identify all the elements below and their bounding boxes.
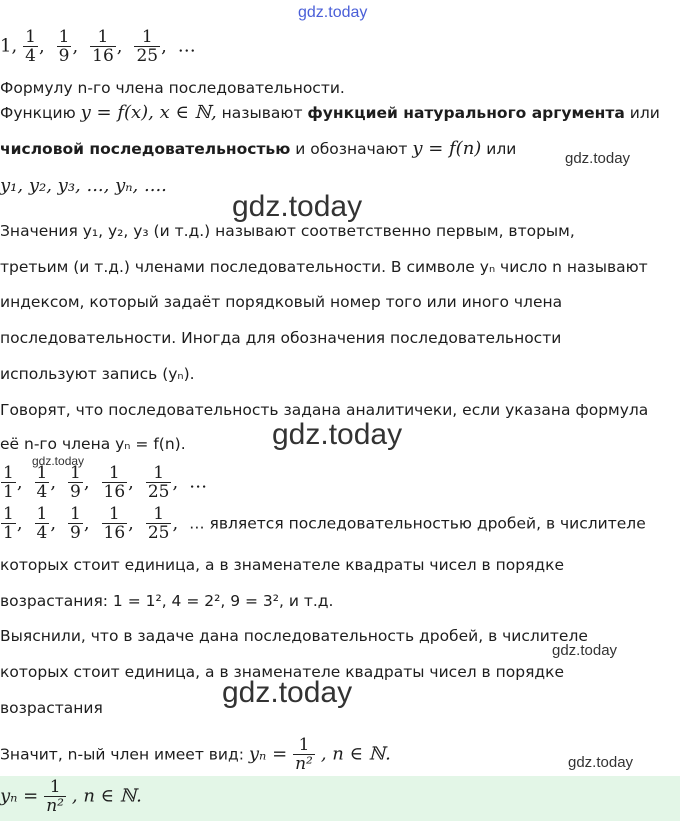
conclusion-fraction: $\frac{1}{\text{n²}}$ — [295, 735, 313, 774]
seq1-fraction: $\frac{1}{25}$ — [136, 27, 159, 66]
paragraph-3-line-1: которых стоит единица, а в знаменателе квадраты чисел в порядке — [0, 556, 565, 574]
paragraph-1-line-1: Значения y₁, y₂, y₃ (и т.д.) называют соответственно первым, вторым, — [0, 222, 575, 240]
seq2b-fraction: $\frac{1}{1}$ — [3, 504, 14, 543]
formula-heading: Формулу n-го члена последовательности. — [0, 79, 345, 97]
numeric-sequence-line: числовой последовательностью и обозначают y = f(n) или — [0, 138, 517, 159]
watermark-large-3: gdz.today — [222, 676, 353, 709]
paragraph-4-line-2: которых стоит единица, а в знаменателе квадраты чисел в порядке — [0, 663, 565, 681]
terms-notation: y₁, y₂, y₃, ..., yₙ, .... — [0, 175, 167, 196]
paragraph-1-line-2: третьим (и т.д.) членами последовательности. В символе yₙ число n называют — [0, 258, 648, 276]
paragraph-1-line-3: индексом, который задаёт порядковый номер того или иного члена — [0, 293, 563, 311]
seq2-description: … является последовательностью дробей, в числителе — [189, 514, 646, 533]
function-definition-line: Функцию y = f(x), x ∈ ℕ, называют функцией натурального аргумента или — [0, 102, 660, 123]
seq1-fraction: $\frac{1}{4}$ — [25, 27, 36, 66]
seq2-fraction: $\frac{1}{25}$ — [147, 463, 170, 502]
seq1-lead: 1, — [0, 35, 18, 57]
watermark-small-3: gdz.today — [568, 754, 634, 771]
seq2b-fraction: $\frac{1}{16}$ — [103, 504, 126, 543]
seq2b-fraction: $\frac{1}{25}$ — [147, 504, 170, 543]
seq1-fraction: $\frac{1}{9}$ — [58, 27, 70, 66]
watermark-tiny: gdz.today — [32, 454, 85, 468]
paragraph-2-line-1: Говорят, что последовательность задана аналитичеки, если указана формула — [0, 401, 649, 419]
seq2b-fraction: $\frac{1}{4}$ — [36, 504, 48, 543]
seq1-ellipsis: … — [177, 35, 196, 57]
watermark-large-2: gdz.today — [272, 418, 403, 451]
paragraph-1-line-5: используют запись (yₙ). — [0, 365, 195, 383]
sequence-2: $\frac{1}{1}$ , $\frac{1}{4}$ , $\frac{1}{9}$ , $\frac{1}{16}$ , $\frac{1}{25}$ , … — [3, 463, 208, 502]
watermark-small-2: gdz.today — [552, 642, 618, 659]
seq2-fraction: $\frac{1}{1}$ — [3, 463, 14, 502]
seq2-fraction: $\frac{1}{9}$ — [70, 463, 81, 502]
paragraph-4-line-3: возрастания — [0, 699, 103, 717]
seq2-fraction: $\frac{1}{4}$ — [36, 463, 48, 502]
answer-formula: yₙ = $\frac{1}{\text{n²}}$ , n ∈ ℕ. — [0, 777, 142, 816]
answer-fraction: $\frac{1}{\text{n²}}$ — [46, 777, 64, 816]
watermark-large-1: gdz.today — [232, 190, 363, 223]
seq2b-fraction: $\frac{1}{9}$ — [70, 504, 81, 543]
seq2-fraction: $\frac{1}{16}$ — [103, 463, 126, 502]
watermark-small-1: gdz.today — [565, 150, 631, 167]
watermark-top: gdz.today — [298, 4, 368, 21]
seq1-fraction: $\frac{1}{16}$ — [92, 27, 114, 66]
sequence-2-repeat: $\frac{1}{1}$ , $\frac{1}{4}$ , $\frac{1}{9}$ , $\frac{1}{16}$ , $\frac{1}{25}$ , … является последовательностью дробей, в числителе — [3, 504, 646, 543]
answer-box — [0, 776, 680, 821]
paragraph-3-line-2: возрастания: 1 = 1², 4 = 2², 9 = 3², и т.д. — [0, 592, 334, 610]
paragraph-1-line-4: последовательности. Иногда для обозначения последовательности — [0, 329, 562, 347]
sequence-1: 1, $\frac{1}{4}$ , $\frac{1}{9}$ , $\frac{1}{16}$ , $\frac{1}{25}$ , … — [0, 27, 196, 66]
paragraph-2-line-2: её n-го члена yₙ = f(n). — [0, 435, 186, 453]
paragraph-4-line-1: Выяснили, что в задаче дана последовательность дробей, в числителе — [0, 627, 588, 645]
conclusion-line: Значит, n-ый член имеет вид: yₙ = $\frac{1}{\text{n²}}$ , n ∈ ℕ. — [0, 735, 391, 774]
